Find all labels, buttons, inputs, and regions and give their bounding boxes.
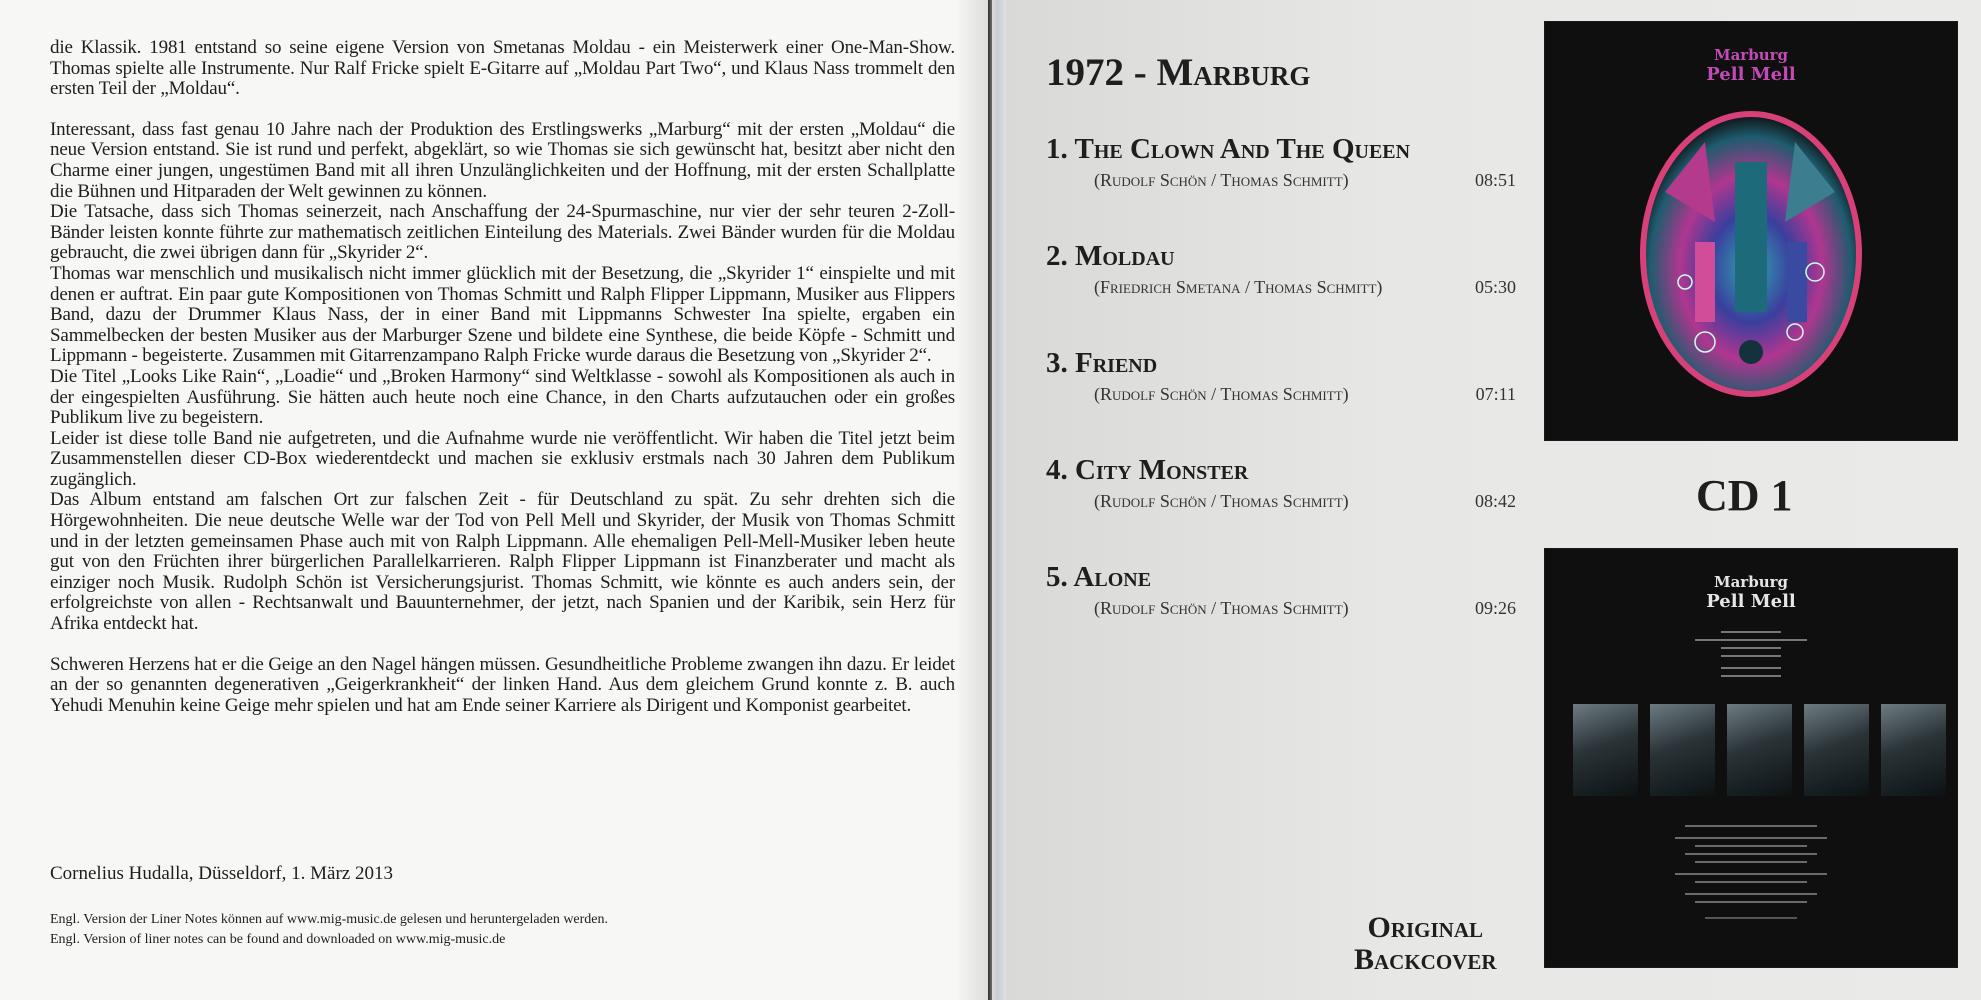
track-title: 5. Alone	[1046, 561, 1152, 593]
spine-shadow	[955, 0, 988, 1000]
track-item	[1046, 240, 1516, 303]
album-name: Marburg	[1156, 51, 1311, 94]
album-year: 1972	[1046, 51, 1124, 94]
backcover-title: Marburg	[1713, 573, 1788, 591]
track-credit: (Friedrich Smetana / Thomas Schmitt)	[1094, 277, 1383, 297]
footnote-english: Engl. Version of liner notes can be found and downloaded on www.mig-music.de	[50, 932, 506, 947]
liner-paragraph: Leider ist diese tolle Band nie aufgetreten, und die Aufnahme wurde nie veröffentlicht. Wir haben die Titel jetzt beim Zusammenstellen dieser CD-Box wiederentdeckt und machen sie exklusiv erstmals nach 30 Jahren dem Publikum zugänglich.	[50, 427, 955, 490]
track-duration: 05:30	[1474, 277, 1516, 297]
band-photo	[1727, 704, 1792, 796]
track-duration: 08:42	[1474, 491, 1516, 511]
backcover-credits	[1545, 817, 1957, 927]
front-cover-image	[1545, 22, 1957, 440]
backcover-band: Pell Mell	[1706, 591, 1796, 612]
track-title: 3. Friend	[1046, 347, 1158, 379]
cover-title: Marburg	[1713, 46, 1788, 64]
liner-notes	[50, 38, 955, 716]
liner-paragraph: Die Tatsache, dass sich Thomas seinerzeit, nach Anschaffung der 24-Spurmaschine, nur vier der sehr teuren 2-Zoll-Bänder leisten konnte führte zur mathematisch zeitlichen Einteilung des Materials. Zwei Bänder wurden für die Moldau gebraucht, die zwei übrigen dann für „Skyrider 2“.	[50, 201, 955, 264]
cd-label: CD 1	[1696, 471, 1793, 520]
track-credit: (Rudolf Schön / Thomas Schmitt)	[1094, 384, 1349, 404]
band-photo	[1881, 704, 1946, 796]
liner-paragraph: Die Titel „Looks Like Rain“, „Loadie“ und „Broken Harmony“ sind Weltklasse - sowohl als Kompositionen als auch in der eingespielten Ausführung. Sie hätten auch heute noch eine Chance, in den Charts aufzutauchen oder ein großes Publikum live zu begeistern.	[50, 365, 955, 429]
track-title: 1. The Clown And The Queen	[1046, 133, 1411, 165]
cover-band: Pell Mell	[1706, 64, 1796, 85]
track-item	[1046, 561, 1516, 624]
track-credit: (Rudolf Schön / Thomas Schmitt)	[1094, 598, 1349, 618]
track-item	[1046, 133, 1516, 196]
album-separator: -	[1133, 51, 1147, 94]
track-duration: 09:26	[1474, 598, 1516, 618]
liner-paragraph: Das Album entstand am falschen Ort zur falschen Zeit - für Deutschland zu spät. Zu sehr drehten sich die Hörgewohnheiten. Die neue deutsche Welle war der Tod von Pell Mell und Skyrider, der Musik von Thomas Schmitt und in der letzten gemeinsamen Phase auch mit von Ralph Lippmann. Alle ehemaligen Pell-Mell-Musiker leben heute gut von den Früchten ihrer bürgerlichen Parallelkarrieren. Ralph Flipper Lippmann ist Finanzberater und macht als einziger noch Musik. Rudolph Schön ist Versicherungsjurist. Thomas Schmitt, wie könnte es auch anders sein, der erfolgreichste von allen - Rechtsanwalt und Bauunternehmer, der jetzt, nach Spanien und der Karibik, sein Herz für Afrika entdeckt hat.	[50, 489, 955, 635]
track-credit: (Rudolf Schön / Thomas Schmitt)	[1094, 170, 1349, 190]
track-duration: 08:51	[1474, 170, 1516, 190]
signature: Cornelius Hudalla, Düsseldorf, 1. März 2013	[50, 863, 393, 884]
liner-paragraph: Thomas war menschlich und musikalisch nicht immer glücklich mit der Besetzung, die „Skyrider 1“ einspielte und mit denen er auftrat. Ein paar gute Kompositionen von Thomas Schmitt und Ralph Flipper Lippmann, Musiker aus Flippers Band, dazu der Drummer Klaus Nass, der in einer Band mit Lippmanns Schwester Ina spielte, ergaben ein Sammelbecken der besten Musiker aus der Marburger Szene und bildete eine Synthese, die beide Köpfe - Schmitt und Lippmann - begeisterte. Zusammen mit Gitarrenzampano Ralph Fricke wurde daraus die Besetzung von „Skyrider 2“.	[50, 262, 955, 367]
liner-paragraph: die Klassik. 1981 entstand so seine eigene Version von Smetanas Moldau - ein Meisterwerk einer One-Man-Show. Thomas spielte alle Instrumente. Nur Ralf Fricke spielt E-Gitarre auf „Moldau Part Two“, und Klaus Nass trommelt den ersten Teil der „Moldau“.	[50, 37, 955, 100]
left-page	[0, 0, 988, 1000]
track-item	[1046, 347, 1516, 410]
band-photo	[1804, 704, 1869, 796]
track-credit: (Rudolf Schön / Thomas Schmitt)	[1094, 491, 1349, 511]
track-title: 2. Moldau	[1046, 240, 1175, 272]
backcover-tracklist	[1545, 627, 1957, 687]
back-cover-image	[1545, 549, 1957, 967]
footnote-german: Engl. Version der Liner Notes können auf www.mig-music.de gelesen und heruntergeladen werden.	[50, 912, 609, 927]
spine-highlight	[992, 0, 1006, 1000]
track-item	[1046, 454, 1516, 517]
footnotes	[50, 910, 608, 950]
track-duration: 07:11	[1475, 384, 1516, 404]
album-heading	[1046, 50, 1310, 95]
track-title: 4. City Monster	[1046, 454, 1249, 486]
band-photo	[1573, 704, 1638, 796]
band-photo	[1650, 704, 1715, 796]
liner-paragraph: Interessant, dass fast genau 10 Jahre nach der Produktion des Erstlingswerks „Marburg“ mit der ersten „Moldau“ die neue Version entstand. Sie ist rund und perfekt, abgeklärt, so wie Thomas sie sich gewünscht hat, besitzt aber nicht den Charme einer jungen, ungestümen Band mit all ihren Unzulänglichkeiten und der Hoffnung, mit der ersten Schallplatte die Bühnen und Hitparaden der Welt gewinnen zu können.	[50, 118, 955, 202]
liner-paragraph: Schweren Herzens hat er die Geige an den Nagel hängen müssen. Gesundheitliche Probleme zwangen ihn dazu. Er leidet an der so genannten degenerativen „Geigerkrankheit“ der linken Hand. Aus dem gleichem Grund konnte z. B. auch Yehudi Menuhin keine Geige mehr spielen und hat am Ende seiner Karriere als Dirigent und Komponist gearbeitet.	[50, 653, 955, 716]
original-backcover-label: Original Backcover	[1354, 911, 1497, 976]
cover-artwork	[1545, 22, 1957, 440]
